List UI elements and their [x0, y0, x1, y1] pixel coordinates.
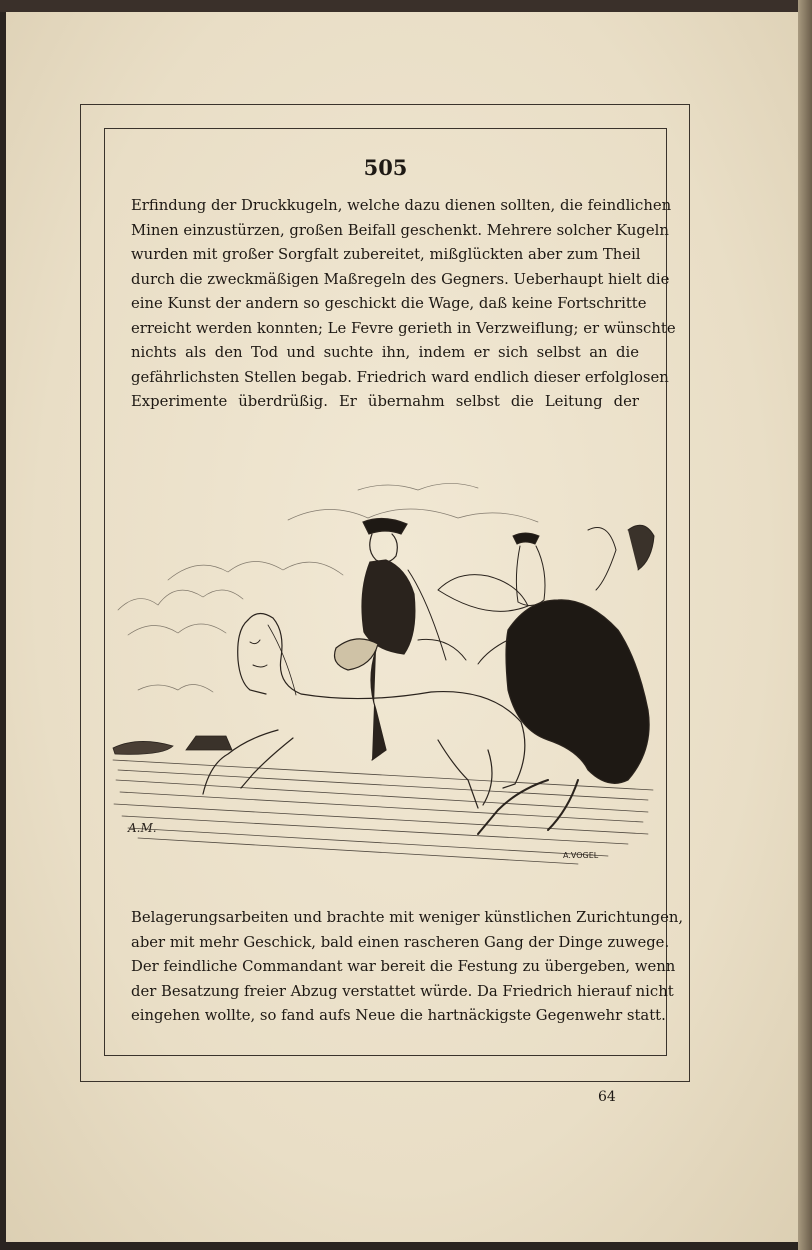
engraving-illustration: [108, 460, 663, 870]
text-line: Belagerungsarbeiten und brachte mit weniger künstlichen Zurichtungen,: [131, 909, 684, 926]
text-line: gefährlichsten Stellen begab. Friedrich ward endlich dieser erfolglosen: [131, 368, 669, 386]
text-line: Minen einzustürzen, großen Beifall geschenkt. Mehrere solcher Kugeln: [131, 221, 669, 239]
text-line: erreicht werden konnten; Le Fevre gerieth in Verzweiflung; er wünschte: [131, 319, 676, 337]
page-number: 505: [363, 155, 408, 180]
rider-friedrich: [335, 518, 467, 760]
book-edge-top: [0, 0, 812, 12]
text-line: der Besatzung freier Abzug verstattet würde. Da Friedrich hierauf nicht: [131, 982, 674, 1000]
text-block-top: [131, 194, 676, 415]
ground-hatching: [113, 760, 653, 864]
fortress-silhouette: [186, 736, 232, 750]
text-line: eine Kunst der andern so geschickt die Wage, daß keine Fortschritte: [131, 295, 647, 312]
folio-signature: 64: [598, 1089, 616, 1105]
text-line: aber mit mehr Geschick, bald einen rascheren Gang der Dinge zuwege.: [131, 933, 670, 951]
signature-right: A.VOGEL: [563, 851, 599, 860]
text-line: eingehen wollte, so fand aufs Neue die hartnäckigste Gegenwehr statt.: [131, 1007, 666, 1024]
fallen-soldier: [113, 741, 173, 754]
smoke-clouds: [118, 483, 538, 692]
text-line: nichts als den Tod und suchte ihn, indem er sich selbst an die: [131, 344, 639, 361]
signature-left: A.M.: [128, 821, 157, 835]
book-spine: [798, 0, 812, 1250]
text-line: wurden mit großer Sorgfalt zubereitet, mißglückten aber zum Theil: [131, 246, 641, 263]
text-line: Der feindliche Commandant war bereit die Festung zu übergeben, wenn: [131, 958, 676, 975]
text-block-bottom: [131, 906, 684, 1029]
text-line: Erfindung der Druckkugeln, welche dazu dienen sollten, die feindlichen: [131, 197, 672, 214]
text-line: durch die zweckmäßigen Maßregeln des Gegners. Ueberhaupt hielt die: [131, 270, 670, 288]
background-riders: [438, 525, 654, 611]
text-line: Experimente überdrüßig. Er übernahm selbst die Leitung der: [131, 393, 639, 410]
